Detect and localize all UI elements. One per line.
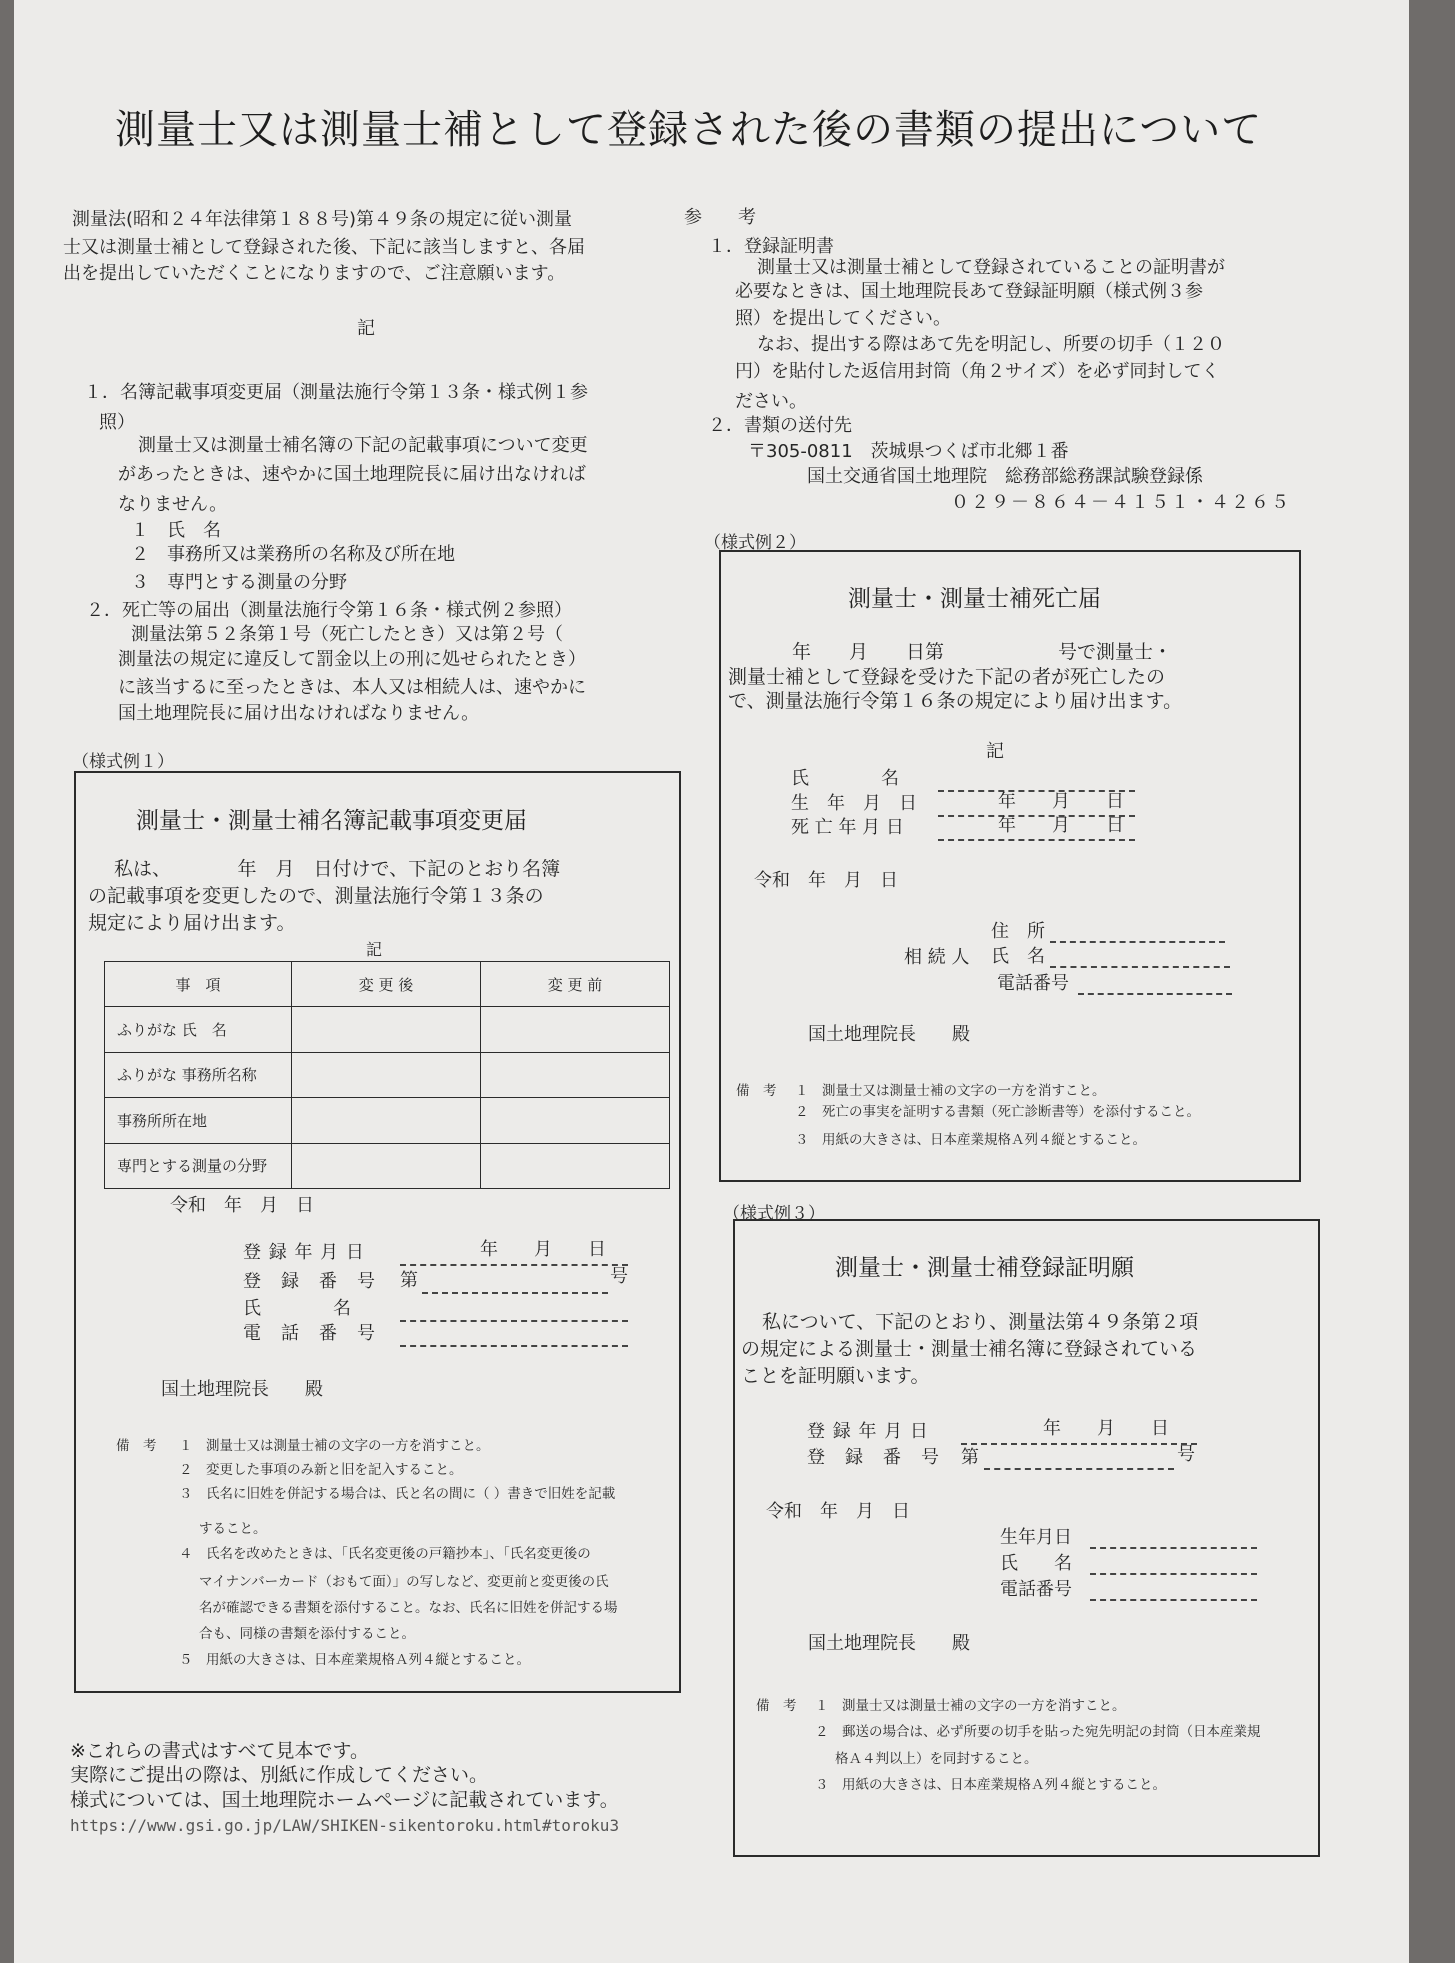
- form3-regdate-suffix: 年 月 日: [1043, 1418, 1169, 1439]
- form2-heir-label: 相 続 人: [904, 947, 970, 968]
- table-cell-before[interactable]: [481, 1052, 670, 1097]
- form1-field-name: 氏 名: [243, 1298, 351, 1319]
- form3-name-line[interactable]: [1090, 1573, 1257, 1575]
- table-row-label: 専門とする測量の分野: [105, 1143, 292, 1188]
- form1-text-1: 私は、 年 月 日付けで、下記のとおり名簿: [114, 858, 561, 880]
- form2-death-line[interactable]: [938, 839, 1135, 841]
- item1-sub-1: １ 氏 名: [131, 520, 221, 541]
- form1-phone-line[interactable]: [400, 1345, 628, 1347]
- form1-note-4d: 合も、同様の書類を添付すること。: [199, 1626, 415, 1642]
- mailing-office: 国土交通省国土地理院 総務部総務課試験登録係: [807, 466, 1203, 487]
- form2-birth-ymd: 年 月 日: [998, 791, 1124, 812]
- ki-label: 記: [357, 318, 375, 339]
- table-row: [105, 1052, 670, 1097]
- item1-text-1: 測量士又は測量士補名簿の下記の記載事項について変更: [138, 435, 588, 456]
- form1-note-4b: マイナンバーカード（おもて面）」の写しなど、変更前と変更後の氏: [199, 1574, 609, 1590]
- table-cell-before[interactable]: [481, 1098, 670, 1143]
- mailing-address: 〒305-0811 茨城県つくば市北郷１番: [748, 441, 1069, 462]
- form1-note-2: ２ 変更した事項のみ新と旧を記入すること。: [179, 1462, 463, 1478]
- form1-name-line[interactable]: [400, 1320, 628, 1322]
- form3-title: 測量士・測量士補登録証明願: [835, 1255, 1134, 1281]
- form1-regno-suffix: 号: [610, 1266, 628, 1287]
- form2-notes-label: 備 考: [736, 1083, 777, 1099]
- form2-note-3: ３ 用紙の大きさは、日本産業規格Ａ列４縦とすること。: [795, 1132, 1146, 1148]
- footer-url-link[interactable]: https://www.gsi.go.jp/LAW/SHIKEN-sikentoroku.html#toroku3: [70, 1816, 620, 1835]
- form1-note-3b: すること。: [199, 1521, 267, 1537]
- table-cell-after[interactable]: [292, 1098, 481, 1143]
- table-row-label: 事務所所在地: [105, 1098, 292, 1143]
- item2-text-4: 国土地理院長に届け出なければなりません。: [118, 703, 480, 724]
- reference-item2-title: ２．書類の送付先: [708, 415, 852, 436]
- form1-regdate-suffix: 年 月 日: [480, 1239, 606, 1260]
- intro-line-2: 士又は測量士補として登録された後、下記に該当しますと、各届: [63, 237, 585, 258]
- form3-regdate-line[interactable]: [961, 1443, 1197, 1445]
- form2-field-name: 氏 名: [791, 768, 899, 789]
- form3-field-phone: 電話番号: [1000, 1579, 1072, 1600]
- form2-text-2: 測量士補として登録を受けた下記の者が死亡したの: [728, 666, 1166, 688]
- reference-text-4: なお、提出する際はあて先を明記し、所要の切手（１２０: [757, 334, 1225, 355]
- table-row: [105, 1143, 670, 1188]
- form2-addressee: 国土地理院長 殿: [808, 1024, 970, 1045]
- item2-text-1: 測量法第５２条第１号（死亡したとき）又は第２号（: [131, 624, 563, 645]
- item1-sub-3: ３ 専門とする測量の分野: [131, 572, 347, 593]
- table-row-label: ふりがな 事務所名称: [105, 1052, 292, 1097]
- item1-sub-2: ２ 事務所又は業務所の名称及び所在地: [131, 544, 455, 565]
- table-row-label: ふりがな 氏 名: [105, 1007, 292, 1052]
- form2-text-3: で、測量法施行令第１６条の規定により届け出ます。: [728, 690, 1183, 712]
- form2-note-2: ２ 死亡の事実を証明する書類（死亡診断書等）を添付すること。: [795, 1104, 1200, 1120]
- form2-heir-phone-line[interactable]: [1078, 993, 1232, 995]
- item2-text-2: 測量法の規定に違反して罰金以上の刑に処せられたとき）: [118, 649, 586, 670]
- form2-field-death: 死 亡 年 月 日: [791, 817, 904, 838]
- form2-heir-address: 住 所: [991, 921, 1045, 942]
- reference-text-5: 円）を貼付した返信用封筒（角２サイズ）を必ず同封してく: [735, 361, 1220, 382]
- form1-change-table: [104, 961, 670, 1189]
- intro-line-1: 測量法(昭和２４年法律第１８８号)第４９条の規定に従い測量: [72, 209, 573, 230]
- form3-birth-line[interactable]: [1090, 1547, 1257, 1549]
- table-header-row: [105, 962, 670, 1007]
- form3-field-regno: 登 録 番 号: [807, 1447, 940, 1468]
- reference-text-2: 必要なときは、国土地理院長あて登録証明願（様式例３参: [735, 281, 1203, 302]
- page-title: 測量士又は測量士補として登録された後の書類の提出について: [115, 107, 1263, 153]
- form1-label: （様式例１）: [72, 752, 174, 772]
- footer-line-3: 様式については、国土地理院ホームページに記載されています。: [70, 1789, 619, 1811]
- form2-ki: 記: [986, 741, 1004, 762]
- form1-field-regno: 登 録 番 号: [243, 1271, 376, 1292]
- form1-title: 測量士・測量士補名簿記載事項変更届: [136, 808, 527, 834]
- form2-text-1: 年 月 日第 号で測量士・: [792, 641, 1173, 663]
- form3-label: （様式例３）: [723, 1204, 825, 1224]
- form1-text-3: 規定により届け出ます。: [88, 912, 296, 934]
- form3-phone-line[interactable]: [1090, 1599, 1257, 1601]
- table-cell-after[interactable]: [292, 1052, 481, 1097]
- form1-note-5: ５ 用紙の大きさは、日本産業規格Ａ列４縦とすること。: [179, 1652, 530, 1668]
- form3-note-3: ３ 用紙の大きさは、日本産業規格Ａ列４縦とすること。: [815, 1777, 1166, 1793]
- table-cell-after[interactable]: [292, 1007, 481, 1052]
- form3-field-regdate: 登 録 年 月 日: [807, 1421, 929, 1442]
- form3-regno-prefix: 第: [961, 1447, 979, 1468]
- form2-heir-address-line[interactable]: [1050, 941, 1225, 943]
- form1-addressee: 国土地理院長 殿: [161, 1379, 323, 1400]
- form1-text-2: の記載事項を変更したので、測量法施行令第１３条の: [88, 885, 544, 907]
- form3-note-1: １ 測量士又は測量士補の文字の一方を消すこと。: [815, 1698, 1126, 1714]
- table-cell-after[interactable]: [292, 1143, 481, 1188]
- table-header-after: 変 更 後: [292, 962, 481, 1007]
- form1-note-3: ３ 氏名に旧姓を併記する場合は、氏と名の間に（ ）書きで旧姓を記載: [179, 1486, 616, 1502]
- table-cell-before[interactable]: [481, 1007, 670, 1052]
- table-row: [105, 1007, 670, 1052]
- form1-note-4c: 名が確認できる書類を添付すること。なお、氏名に旧姓を併記する場: [199, 1600, 618, 1616]
- reference-item1-title: １．登録証明書: [708, 236, 834, 257]
- item1-heading-1: １．名簿記載事項変更届（測量法施行令第１３条・様式例１参: [84, 382, 588, 403]
- table-header-item: 事 項: [105, 962, 292, 1007]
- document-page: [14, 0, 1409, 1963]
- reference-text-6: ださい。: [735, 391, 807, 412]
- intro-line-3: 出を提出していただくことになりますので、ご注意願います。: [63, 263, 566, 284]
- form2-date: 令和 年 月 日: [754, 870, 898, 891]
- footer-line-1: ※これらの書式はすべて見本です。: [70, 1740, 370, 1762]
- form3-note-2: ２ 郵送の場合は、必ず所要の切手を貼った宛先明記の封筒（日本産業規: [815, 1724, 1261, 1740]
- footer-line-2: 実際にご提出の際は、別紙に作成してください。: [70, 1764, 489, 1786]
- item1-heading-2: 照）: [99, 412, 135, 433]
- reference-heading: 参 考: [684, 207, 756, 228]
- form3-notes-label: 備 考: [756, 1698, 797, 1714]
- item1-text-3: なりません。: [118, 494, 228, 515]
- form3-text-3: ことを証明願います。: [741, 1365, 930, 1387]
- form2-heir-name: 氏 名: [991, 946, 1045, 967]
- form3-field-name: 氏 名: [1000, 1553, 1072, 1574]
- table-row: [105, 1098, 670, 1143]
- form3-date: 令和 年 月 日: [766, 1501, 910, 1522]
- item1-text-2: があったときは、速やかに国土地理院長に届け出なければ: [118, 464, 586, 485]
- reference-text-3: 照）を提出してください。: [735, 308, 951, 329]
- form3-addressee: 国土地理院長 殿: [808, 1633, 970, 1654]
- table-header-before: 変 更 前: [481, 962, 670, 1007]
- form2-field-birth: 生 年 月 日: [791, 793, 917, 814]
- item2-text-3: に該当するに至ったときは、本人又は相続人は、速やかに: [118, 677, 586, 698]
- form3-text-1: 私について、下記のとおり、測量法第４９条第２項: [762, 1311, 1199, 1333]
- form2-label: （様式例２）: [704, 533, 806, 553]
- form2-heir-name-line[interactable]: [1050, 966, 1230, 968]
- form3-field-birth: 生年月日: [1000, 1527, 1072, 1548]
- form3-note-2b: 格Ａ４判以上）を同封すること。: [835, 1751, 1038, 1767]
- form1-note-1: １ 測量士又は測量士補の文字の一方を消すこと。: [179, 1438, 490, 1454]
- form1-regdate-line[interactable]: [400, 1264, 628, 1266]
- form1-date: 令和 年 月 日: [170, 1195, 314, 1216]
- form1-notes-label: 備 考: [116, 1438, 157, 1454]
- form2-heir-phone: 電話番号: [997, 973, 1069, 994]
- reference-text-1: 測量士又は測量士補として登録されていることの証明書が: [757, 257, 1225, 278]
- form2-death-ymd: 年 月 日: [998, 815, 1124, 836]
- form1-regno-line[interactable]: [422, 1292, 608, 1294]
- form1-field-phone: 電 話 番 号: [243, 1323, 376, 1344]
- form2-note-1: １ 測量士又は測量士補の文字の一方を消すこと。: [795, 1083, 1106, 1099]
- form3-regno-line[interactable]: [984, 1468, 1174, 1470]
- form3-regno-suffix: 号: [1177, 1444, 1195, 1465]
- form1-ki: 記: [366, 940, 383, 959]
- mailing-phone: ０２９－８６４－４１５１・４２６５: [951, 492, 1291, 513]
- form1-note-4: ４ 氏名を改めたときは、「氏名変更後の戸籍抄本」、「氏名変更後の: [179, 1546, 591, 1562]
- table-cell-before[interactable]: [481, 1143, 670, 1188]
- form1-field-regdate: 登 録 年 月 日: [243, 1242, 365, 1263]
- item2-heading: ２．死亡等の届出（測量法施行令第１６条・様式例２参照）: [86, 600, 572, 621]
- form1-regno-prefix: 第: [400, 1270, 418, 1291]
- form3-text-2: の規定による測量士・測量士補名簿に登録されている: [741, 1338, 1198, 1360]
- form2-title: 測量士・測量士補死亡届: [848, 586, 1101, 612]
